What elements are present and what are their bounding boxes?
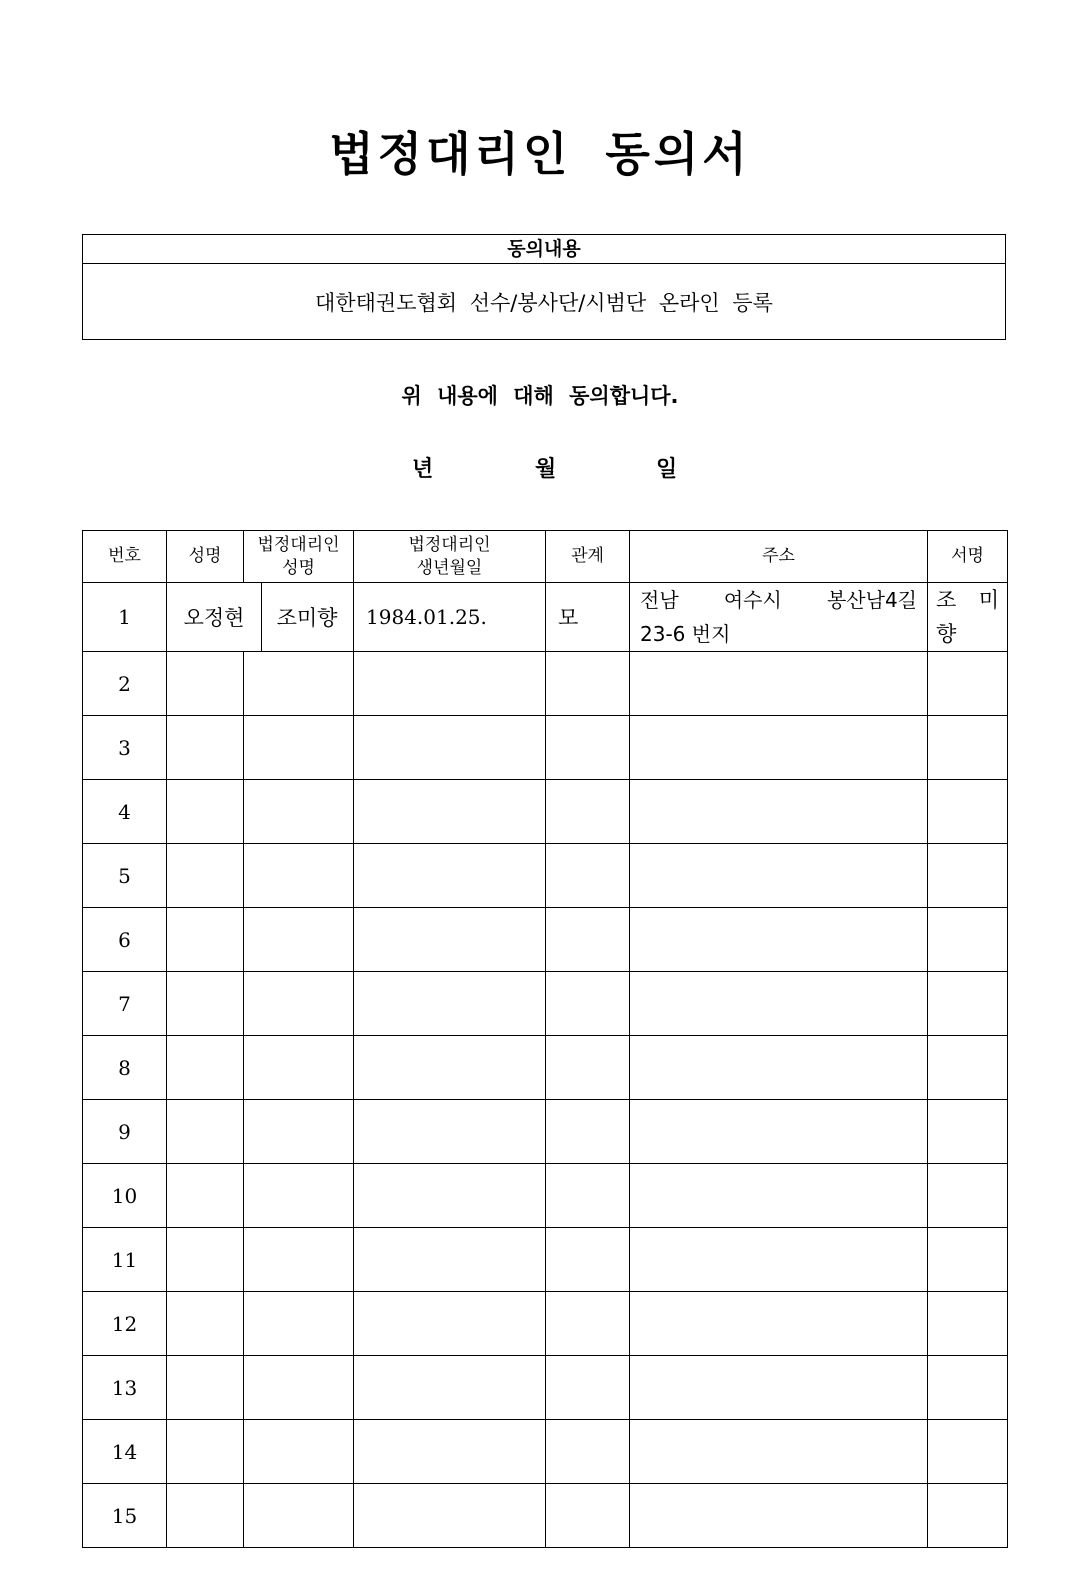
- address-cell[interactable]: [630, 652, 928, 716]
- guardian-name-cell[interactable]: [244, 1164, 354, 1228]
- guardian-name-cell[interactable]: [244, 716, 354, 780]
- guardian-name-cell[interactable]: [244, 780, 354, 844]
- relation-cell[interactable]: [546, 1100, 630, 1164]
- row-number: 7: [83, 972, 167, 1036]
- guardian-name-cell[interactable]: [244, 1356, 354, 1420]
- address-cell[interactable]: [630, 1164, 928, 1228]
- guardian-birth-cell[interactable]: [354, 1100, 546, 1164]
- name-cell[interactable]: [167, 1356, 244, 1420]
- date-year: 년: [412, 457, 434, 482]
- signature-char-2: 미: [978, 588, 999, 612]
- address-cell[interactable]: [630, 908, 928, 972]
- signature-cell[interactable]: [928, 1100, 1008, 1164]
- table-row: [83, 1292, 1008, 1356]
- name-cell[interactable]: [167, 1036, 244, 1100]
- relation-cell[interactable]: [546, 1036, 630, 1100]
- row-number: 2: [83, 652, 167, 716]
- date-day: 일: [656, 457, 678, 482]
- address-cell[interactable]: [630, 1100, 928, 1164]
- guardian-birth-cell[interactable]: [354, 844, 546, 908]
- signature-cell[interactable]: [928, 583, 1008, 652]
- name-cell[interactable]: [167, 1228, 244, 1292]
- guardian-name-cell[interactable]: [244, 1228, 354, 1292]
- address-part-2: 여수시: [723, 588, 782, 612]
- name-cell[interactable]: [167, 1292, 244, 1356]
- name-cell[interactable]: [167, 1420, 244, 1484]
- address-cell[interactable]: [630, 583, 928, 652]
- row-number: 9: [83, 1100, 167, 1164]
- signature-cell[interactable]: [928, 844, 1008, 908]
- address-line-2: 23-6 번지: [640, 622, 731, 646]
- guardian-name-cell[interactable]: [244, 908, 354, 972]
- guardian-birth-cell[interactable]: [354, 1292, 546, 1356]
- table-row: [83, 583, 1008, 652]
- relation[interactable]: 모: [546, 583, 630, 652]
- table-row: [83, 1420, 1008, 1484]
- row-number: 15: [83, 1484, 167, 1548]
- guardian-birth-cell[interactable]: [354, 652, 546, 716]
- header-address: 주소: [630, 531, 928, 583]
- relation-cell[interactable]: [546, 1164, 630, 1228]
- guardian-birth-cell[interactable]: [354, 1420, 546, 1484]
- date-month: 월: [535, 457, 557, 482]
- relation-cell[interactable]: [546, 1356, 630, 1420]
- address-cell[interactable]: [630, 716, 928, 780]
- relation-cell[interactable]: [546, 1420, 630, 1484]
- table-row: [83, 1100, 1008, 1164]
- row-number: 14: [83, 1420, 167, 1484]
- guardian-table: [82, 530, 1008, 1548]
- signature-char-1: 조: [936, 588, 957, 612]
- guardian-name: 조미향: [276, 606, 338, 630]
- row-number: 4: [83, 780, 167, 844]
- address-cell[interactable]: [630, 780, 928, 844]
- relation-cell[interactable]: [546, 844, 630, 908]
- row-number: 13: [83, 1356, 167, 1420]
- name-cell[interactable]: [167, 652, 244, 716]
- signature-cell[interactable]: [928, 908, 1008, 972]
- address-cell[interactable]: [630, 1484, 928, 1548]
- guardian-birth-cell[interactable]: [354, 1356, 546, 1420]
- signature-cell[interactable]: [928, 1356, 1008, 1420]
- row-number: 6: [83, 908, 167, 972]
- name-pair-cell[interactable]: [167, 583, 354, 652]
- header-num: 번호: [83, 531, 167, 583]
- signature-cell[interactable]: [928, 1164, 1008, 1228]
- signature-cell[interactable]: [928, 972, 1008, 1036]
- header-guardian-name-line2: 성명: [282, 557, 315, 578]
- guardian-name-cell[interactable]: [244, 652, 354, 716]
- agree-statement: 위 내용에 대해 동의합니다.: [401, 384, 679, 408]
- table-row: [83, 1356, 1008, 1420]
- guardian-name-cell[interactable]: [244, 844, 354, 908]
- address-cell[interactable]: [630, 1228, 928, 1292]
- signature-cell[interactable]: [928, 652, 1008, 716]
- guardian-name-cell[interactable]: [244, 1484, 354, 1548]
- guardian-birth-cell[interactable]: [354, 972, 546, 1036]
- guardian-birth-cell[interactable]: [354, 908, 546, 972]
- name-cell[interactable]: [167, 780, 244, 844]
- row-number: 12: [83, 1292, 167, 1356]
- signature-cell[interactable]: [928, 1228, 1008, 1292]
- table-row: [83, 1036, 1008, 1100]
- table-row: [83, 716, 1008, 780]
- header-guardian-birth: [354, 531, 546, 583]
- cell-divider: [261, 583, 262, 651]
- guardian-name-cell[interactable]: [244, 1292, 354, 1356]
- header-guardian-birth-line2: 생년월일: [416, 557, 483, 578]
- header-relation: 관계: [546, 531, 630, 583]
- address-part-3: 봉산남4길: [826, 588, 917, 612]
- relation-cell[interactable]: [546, 716, 630, 780]
- name-cell[interactable]: [167, 1484, 244, 1548]
- header-signature: 서명: [928, 531, 1008, 583]
- row-number: 3: [83, 716, 167, 780]
- signature-cell[interactable]: [928, 1484, 1008, 1548]
- guardian-name-cell[interactable]: [244, 1100, 354, 1164]
- relation-cell[interactable]: [546, 1484, 630, 1548]
- table-row: [83, 780, 1008, 844]
- header-name: 성명: [167, 531, 244, 583]
- guardian-birth-cell[interactable]: [354, 1228, 546, 1292]
- name-cell[interactable]: [167, 716, 244, 780]
- signature-cell[interactable]: [928, 1292, 1008, 1356]
- name-cell[interactable]: [167, 1164, 244, 1228]
- address-cell[interactable]: [630, 1356, 928, 1420]
- row-number: 1: [83, 583, 167, 652]
- signature-char-3: 향: [936, 622, 957, 646]
- guardian-birth-cell[interactable]: [354, 1036, 546, 1100]
- guardian-birth[interactable]: 1984.01.25.: [354, 583, 546, 652]
- document-title: 법정대리인 동의서: [329, 127, 751, 181]
- relation-cell[interactable]: [546, 1292, 630, 1356]
- row-number: 5: [83, 844, 167, 908]
- address-cell[interactable]: [630, 1036, 928, 1100]
- relation-cell[interactable]: [546, 1228, 630, 1292]
- address-part-1: 전남: [640, 588, 679, 612]
- table-row: [83, 652, 1008, 716]
- header-guardian-name: [244, 531, 354, 583]
- address-cell[interactable]: [630, 1420, 928, 1484]
- header-guardian-name-line1: 법정대리인: [257, 534, 340, 555]
- guardian-name-cell[interactable]: [244, 972, 354, 1036]
- address-cell[interactable]: [630, 1292, 928, 1356]
- signature-cell[interactable]: [928, 716, 1008, 780]
- name-cell[interactable]: [167, 908, 244, 972]
- table-row: [83, 1228, 1008, 1292]
- row-number: 11: [83, 1228, 167, 1292]
- name-cell[interactable]: [167, 1100, 244, 1164]
- table-row: [83, 972, 1008, 1036]
- guardian-birth-cell[interactable]: [354, 1484, 546, 1548]
- signature-cell[interactable]: [928, 780, 1008, 844]
- relation-cell[interactable]: [546, 652, 630, 716]
- table-row: [83, 1164, 1008, 1228]
- signature-cell[interactable]: [928, 1420, 1008, 1484]
- address-cell[interactable]: [630, 972, 928, 1036]
- table-row: [83, 844, 1008, 908]
- student-name: 오정현: [183, 606, 245, 630]
- table-row: [83, 1484, 1008, 1548]
- name-cell[interactable]: [167, 844, 244, 908]
- relation-cell[interactable]: [546, 972, 630, 1036]
- consent-box: [82, 234, 1006, 340]
- table-header-row: [83, 531, 1008, 583]
- consent-content: 대한태권도협회 선수/봉사단/시범단 온라인 등록: [315, 291, 773, 315]
- signature-cell[interactable]: [928, 1036, 1008, 1100]
- row-number: 8: [83, 1036, 167, 1100]
- row-number: 10: [83, 1164, 167, 1228]
- name-cell[interactable]: [167, 972, 244, 1036]
- guardian-birth-cell[interactable]: [354, 716, 546, 780]
- guardian-name-cell[interactable]: [244, 1036, 354, 1100]
- relation-cell[interactable]: [546, 908, 630, 972]
- address-cell[interactable]: [630, 844, 928, 908]
- guardian-name-cell[interactable]: [244, 1420, 354, 1484]
- guardian-birth-cell[interactable]: [354, 1164, 546, 1228]
- guardian-birth-cell[interactable]: [354, 780, 546, 844]
- header-guardian-birth-line1: 법정대리인: [408, 534, 491, 555]
- consent-header: 동의내용: [83, 235, 1005, 264]
- relation-cell[interactable]: [546, 780, 630, 844]
- table-row: [83, 908, 1008, 972]
